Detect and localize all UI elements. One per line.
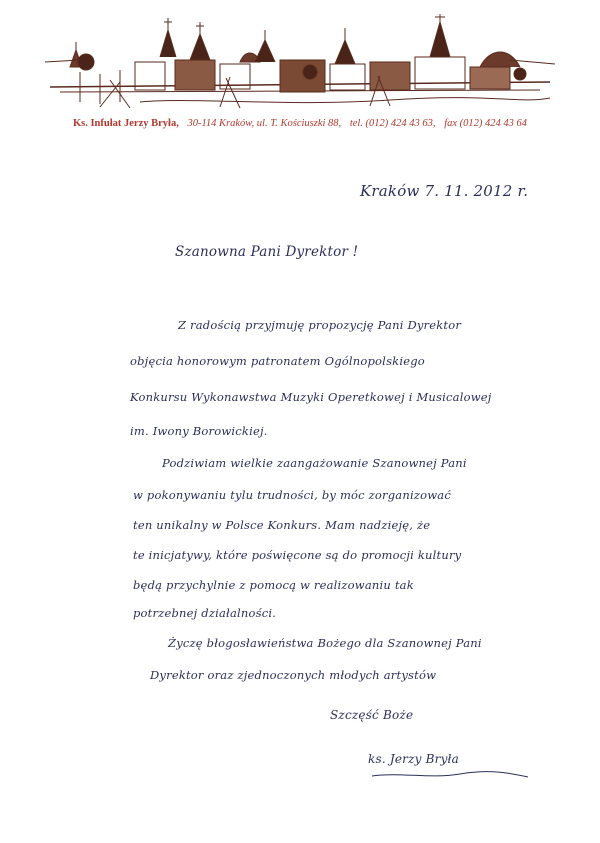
paragraph-line: potrzebnej działalności. <box>133 606 277 620</box>
paragraph-line: będą przychylnie z pomocą w realizowaniu tak <box>133 578 414 592</box>
letter-closing: Szczęść Boże <box>330 708 414 722</box>
paragraph-line: objęcia honorowym patronatem Ogólnopolskiego <box>130 354 425 368</box>
letterhead-fax: fax (012) 424 43 64 <box>444 118 528 129</box>
letterhead-tel: tel. (012) 424 43 63, <box>349 118 436 129</box>
paragraph-line: Życzę błogosławieństwa Bożego dla Szanownej Pani <box>168 636 482 650</box>
letterhead-name: Ks. Infułat Jerzy Bryła, <box>72 118 179 129</box>
paragraph-line: te inicjatywy, które poświęcone są do promocji kultury <box>133 548 462 562</box>
letterhead <box>0 118 600 129</box>
letter-salutation: Szanowna Pani Dyrektor ! <box>175 244 359 260</box>
paragraph-line: Podziwiam wielkie zaangażowanie Szanownej Pani <box>162 456 467 470</box>
paragraph-line: ten unikalny w Polsce Konkurs. Mam nadzieję, że <box>133 518 431 532</box>
signature-flourish <box>370 770 530 780</box>
letter-date: Kraków 7. 11. 2012 r. <box>360 182 529 200</box>
paragraph-line: Dyrektor oraz zjednoczonych młodych artystów <box>150 668 437 682</box>
paragraph-line: Z radością przyjmuję propozycję Pani Dyrektor <box>178 318 462 332</box>
paragraph-line: w pokonywaniu tylu trudności, by móc zorganizować <box>133 488 451 502</box>
town-sketch-illustration <box>40 12 560 112</box>
paragraph-line: im. Iwony Borowickiej. <box>130 424 268 438</box>
letter-signature: ks. Jerzy Bryła <box>368 752 460 766</box>
paragraph-line: Konkursu Wykonawstwa Muzyki Operetkowej i Musicalowej <box>130 390 492 404</box>
letterhead-address: 30-114 Kraków, ul. T. Kościuszki 88, <box>187 118 342 129</box>
